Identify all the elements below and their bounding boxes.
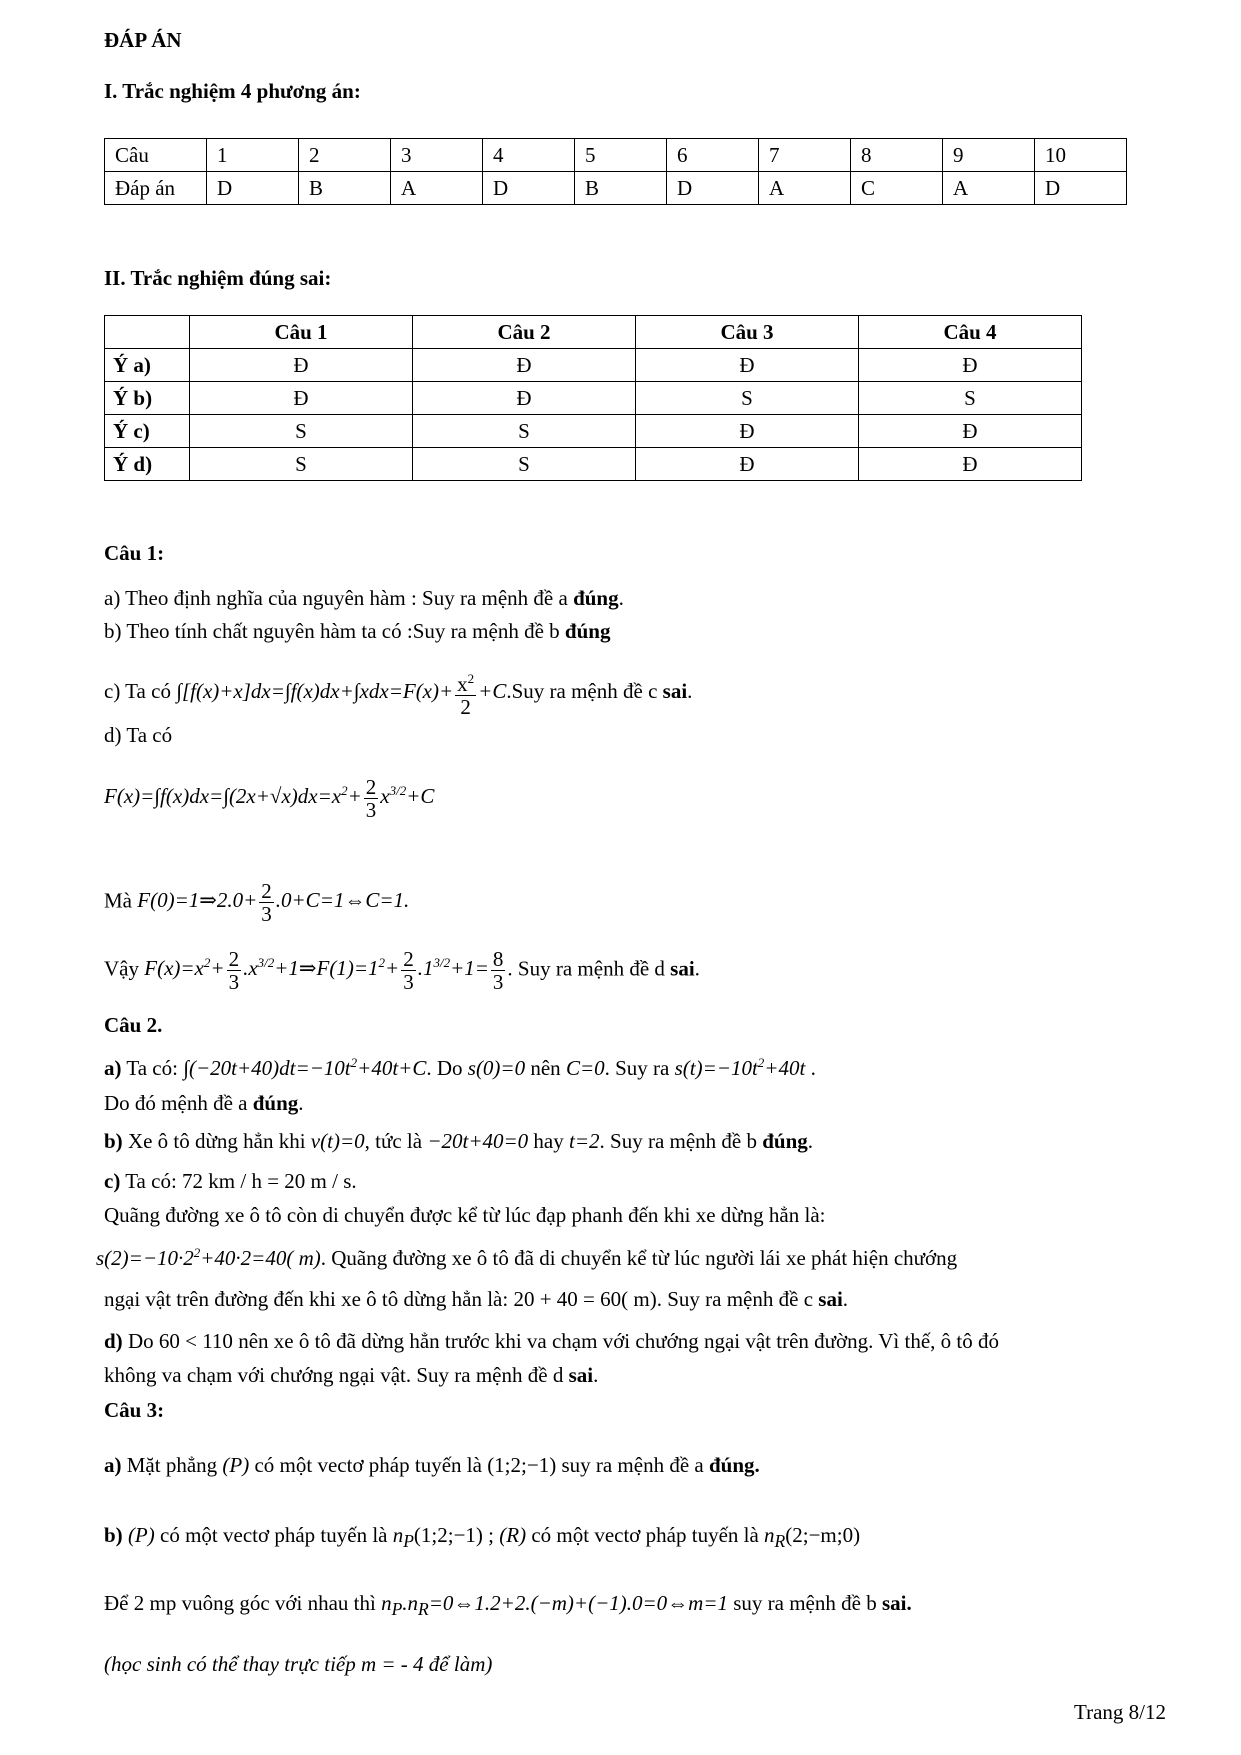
table-row	[105, 448, 1082, 481]
cell: A	[759, 172, 851, 205]
cell: C	[851, 172, 943, 205]
page-heading: ĐÁP ÁN	[104, 28, 182, 52]
section1-title: I. Trắc nghiệm 4 phương án:	[104, 79, 361, 103]
cell: 2	[299, 139, 391, 172]
cell: A	[391, 172, 483, 205]
row-label: Ý d)	[105, 448, 190, 481]
cell: A	[943, 172, 1035, 205]
table-row	[105, 382, 1082, 415]
cell: 8	[851, 139, 943, 172]
cell: Đ	[413, 349, 636, 382]
cell: 9	[943, 139, 1035, 172]
table-row	[105, 316, 1082, 349]
cau1-c: c) Ta có ∫[f(x)+x]dx=∫f(x)dx+∫xdx=F(x)+ $\frac{x^2}{2}$ +C.Suy ra mệnh đề c sai.	[104, 668, 692, 718]
cell: 10	[1035, 139, 1127, 172]
row-label: Ý a)	[105, 349, 190, 382]
cell: S	[859, 382, 1082, 415]
page-number: Trang 8/12	[1074, 1700, 1166, 1724]
cau2-c-line3: $s(2)=-10\cdot 2^2+40\cdot 2=40$( m). Quãng đường xe ô tô đã di chuyển kể từ lúc người lái xe phát hiện chướng	[96, 1245, 958, 1270]
cau1-d-formula: $F(x)=\int f(x)dx=\int(2x+√x)dx=x^2+$ $\frac{2}{3}$ $x^{3/2}+C$	[104, 775, 435, 822]
cau3-b: b) (P) có một vectơ pháp tuyến là $n_P(1;2;-1)$ ; (R) có một vectơ pháp tuyến là $n_R(2;-m;0)$	[104, 1523, 861, 1552]
cell: Đ	[636, 415, 859, 448]
table-row	[105, 415, 1082, 448]
cell: Đ	[636, 448, 859, 481]
cell: D	[667, 172, 759, 205]
answer-table-multiple-choice	[104, 138, 1127, 205]
table-row	[105, 139, 1127, 172]
cell: S	[413, 415, 636, 448]
cell: 5	[575, 139, 667, 172]
cau1-vay: Vậy $F(x)=x^2+$ $\frac{2}{3}$ $.x^{3/2}+1\Rightarrow F(1)=1^2+$ $\frac{2}{3}$ $.1^{3/2}+1=$ $\frac{8}{3}$ . Suy ra mệnh đề d sai.	[104, 947, 700, 994]
cau1-d: d) Ta có	[104, 723, 173, 747]
cell: Đ	[636, 349, 859, 382]
cau1-title: Câu 1:	[104, 541, 165, 565]
cell: Đ	[859, 415, 1082, 448]
cell: 7	[759, 139, 851, 172]
row-label: Ý c)	[105, 415, 190, 448]
cau2-d-line2: không va chạm với chướng ngại vật. Suy ra mệnh đề d sai.	[104, 1363, 599, 1387]
cau1-b: b) Theo tính chất nguyên hàm ta có :Suy ra mệnh đề b đúng	[104, 619, 611, 643]
cell: 6	[667, 139, 759, 172]
cau2-d: d) Do 60 < 110 nên xe ô tô đã dừng hẳn trước khi va chạm với chướng ngại vật trên đường. Vì thế, ô tô đó	[104, 1329, 1000, 1353]
cau2-a: a) Ta có: $\int(-20t+40)dt=-10t^2+40t+C$. Do s(0)=0 nên C=0. Suy ra $s(t)=-10t^2+40t$ .	[104, 1055, 816, 1080]
section2-title: II. Trắc nghiệm đúng sai:	[104, 266, 332, 290]
cell: Đ	[190, 382, 413, 415]
cell: Đ	[413, 382, 636, 415]
cell: Đ	[859, 448, 1082, 481]
cau2-c: c) Ta có: 72 km / h = 20 m / s.	[104, 1169, 357, 1193]
cau2-c-line2: Quãng đường xe ô tô còn di chuyển được kể từ lúc đạp phanh đến khi xe dừng hẳn là:	[104, 1203, 826, 1227]
column-header: Câu 2	[413, 316, 636, 349]
cau1-ma: Mà F(0)=1⇒2.0+ $\frac{2}{3}$ .0+C=1⇔C=1.	[104, 879, 410, 926]
cell: S	[636, 382, 859, 415]
cell: 4	[483, 139, 575, 172]
cau2-b: b) Xe ô tô dừng hẳn khi v(t)=0, tức là −20t+40=0 hay t=2. Suy ra mệnh đề b đúng.	[104, 1129, 814, 1153]
cell: D	[207, 172, 299, 205]
cell: 1	[207, 139, 299, 172]
row-label: Đáp án	[105, 172, 207, 205]
formula: ∫[f(x)+x]dx=∫f(x)dx+∫xdx=F(x)+ $\frac{x^2}{2}$ +C	[176, 679, 506, 703]
cau3-note: (học sinh có thể thay trực tiếp m = - 4 để làm)	[104, 1652, 493, 1676]
cau1-a: a) Theo định nghĩa của nguyên hàm : Suy ra mệnh đề a đúng.	[104, 586, 624, 610]
column-header: Câu 4	[859, 316, 1082, 349]
column-header: Câu 1	[190, 316, 413, 349]
table-row	[105, 349, 1082, 382]
cell: 3	[391, 139, 483, 172]
row-label: Ý b)	[105, 382, 190, 415]
cau3-perp: Để 2 mp vuông góc với nhau thì $n_P.n_R=0\Leftrightarrow 1.2+2.(-m)+(-1).0=0\Leftrightarrow m=1$ suy ra mệnh đề b sai.	[104, 1591, 912, 1620]
cau2-a-line2: Do đó mệnh đề a đúng.	[104, 1091, 304, 1115]
cell: Đ	[859, 349, 1082, 382]
row-label: Câu	[105, 139, 207, 172]
cau3-a: a) Mặt phẳng (P) có một vectơ pháp tuyến là (1;2;−1) suy ra mệnh đề a đúng.	[104, 1453, 760, 1477]
cell: S	[190, 415, 413, 448]
cau2-title: Câu 2.	[104, 1013, 163, 1037]
cell: S	[190, 448, 413, 481]
column-header: Câu 3	[636, 316, 859, 349]
cell: S	[413, 448, 636, 481]
answer-table-true-false	[104, 315, 1082, 481]
cau2-c-line4: ngại vật trên đường đến khi xe ô tô dừng hẳn là: 20 + 40 = 60( m). Suy ra mệnh đề c sai.	[104, 1287, 849, 1311]
cell: D	[1035, 172, 1127, 205]
cell: B	[575, 172, 667, 205]
corner-cell	[105, 316, 190, 349]
cell: D	[483, 172, 575, 205]
cell: B	[299, 172, 391, 205]
table-row	[105, 172, 1127, 205]
cell: Đ	[190, 349, 413, 382]
cau3-title: Câu 3:	[104, 1398, 165, 1422]
